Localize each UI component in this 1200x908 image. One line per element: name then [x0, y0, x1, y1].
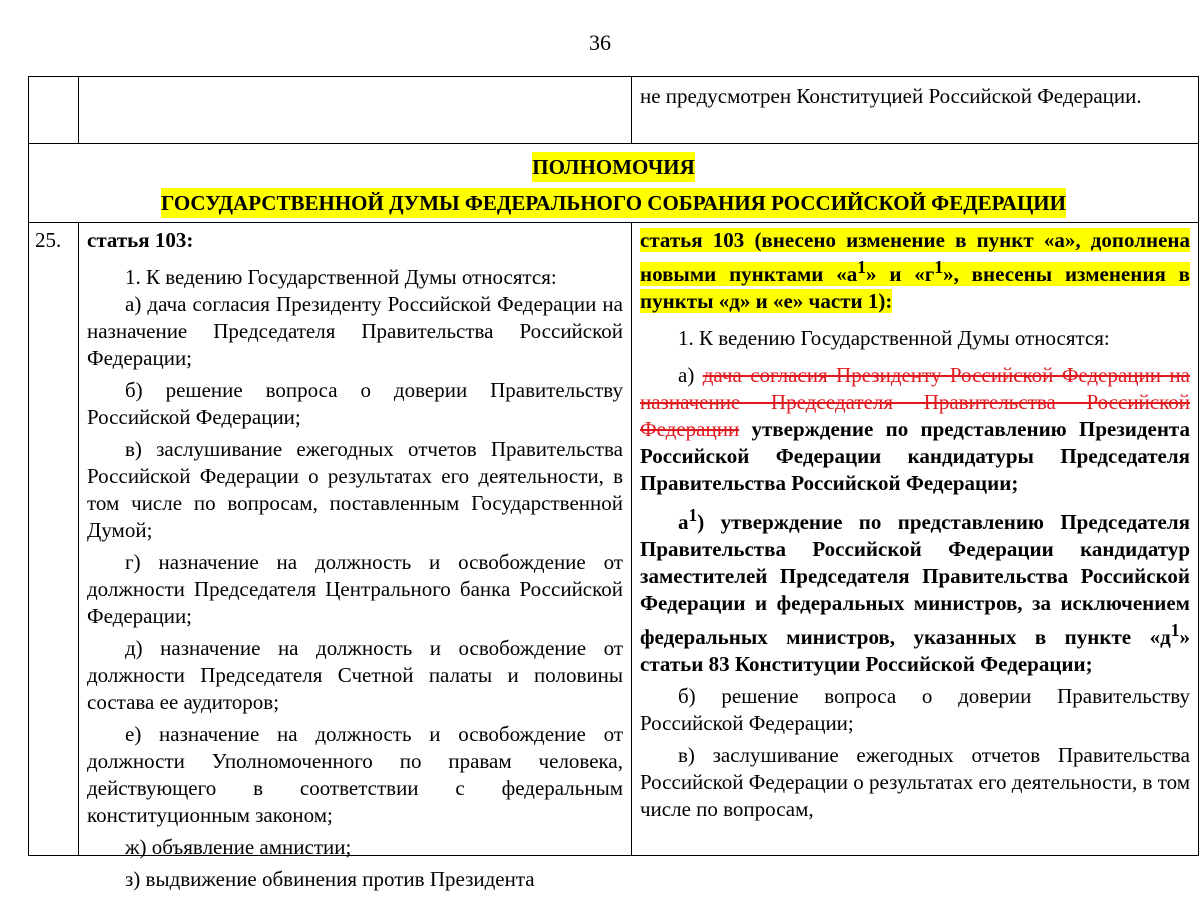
right-item-a1: $а^1$) утверждение по представлению Председателя Правительства Российской Федерации кандидатур заместителей Председателя Правительства Российской Федерации и федеральных министров, за исключением федеральных министров, указанных в пункте «$д^1$» статьи 83 Конституции Российской Федерации; [640, 505, 1190, 676]
section-heading-line1: ПОЛНОМОЧИЯ [532, 152, 694, 182]
right-item-a [640, 362, 1190, 497]
left-item-g: г) назначение на должность и освобождение от должности Председателя Центрального банка Российской Федерации; [87, 550, 623, 628]
left-article-title: статья 103: [87, 228, 194, 252]
right-column [632, 223, 1198, 855]
continuation-row [29, 77, 1199, 144]
left-column-cell [79, 223, 632, 891]
left-item-zh: ж) объявление амнистии; [125, 835, 352, 859]
right-column-cell [632, 223, 1199, 856]
comparison-table [28, 76, 1199, 891]
right-item-a-deleted-text: дача согласия Президенту Российской Федерации на назначение Председателя Правительства Российской Федерации [640, 363, 1190, 441]
section-heading [29, 144, 1198, 218]
section-heading-cell [29, 144, 1199, 223]
left-item-d: д) назначение на должность и освобождение от должности Председателя Счетной палаты и половины состава ее аудиторов; [87, 636, 623, 714]
row-number-cell [29, 223, 79, 856]
left-column [79, 223, 631, 891]
section-heading-row [29, 144, 1199, 223]
right-item-v: в) заслушивание ежегодных отчетов Правительства Российской Федерации о результатах его деятельности, в том числе по вопросам, [640, 743, 1190, 821]
continuation-cell [632, 77, 1199, 144]
right-intro: 1. К ведению Государственной Думы относятся: [678, 326, 1110, 350]
left-item-z: з) выдвижение обвинения против Президента [125, 867, 535, 891]
article-row [29, 223, 1199, 856]
right-item-b: б) решение вопроса о доверии Правительству Российской Федерации; [640, 684, 1190, 735]
empty-left-cell [79, 77, 632, 144]
right-article-title: статья 103 (внесено изменение в пункт «а», дополнена новыми пунктами «$а^1$» и «$г^1$», внесены изменения в пункты «д» и «е» части 1): [640, 228, 1190, 313]
continuation-text: не предусмотрен Конституцией Российской Федерации. [640, 84, 1142, 108]
left-item-v: в) заслушивание ежегодных отчетов Правительства Российской Федерации о результатах его деятельности, в том числе по вопросам, поставленным Государственной Думой; [87, 437, 623, 542]
left-item-b: б) решение вопроса о доверии Правительству Российской Федерации; [87, 378, 623, 429]
right-item-a-prefix: а) [678, 363, 703, 387]
right-item-a-new-text: утверждение по представлению Президента Российской Федерации кандидатуры Председателя Правительства Российской Федерации; [640, 417, 1190, 495]
empty-number-cell [29, 77, 79, 144]
left-intro: 1. К ведению Государственной Думы относятся: [125, 265, 557, 289]
page-number: 36 [589, 30, 611, 55]
row-number: 25. [35, 228, 62, 252]
section-heading-line2: ГОСУДАРСТВЕННОЙ ДУМЫ ФЕДЕРАЛЬНОГО СОБРАНИЯ РОССИЙСКОЙ ФЕДЕРАЦИИ [161, 188, 1066, 218]
left-item-e: е) назначение на должность и освобождение от должности Уполномоченного по правам человека, действующего в соответствии с федеральным конституционным законом; [87, 722, 623, 827]
left-item-a: а) дача согласия Президенту Российской Федерации на назначение Председателя Правительства Российской Федерации; [87, 292, 623, 370]
